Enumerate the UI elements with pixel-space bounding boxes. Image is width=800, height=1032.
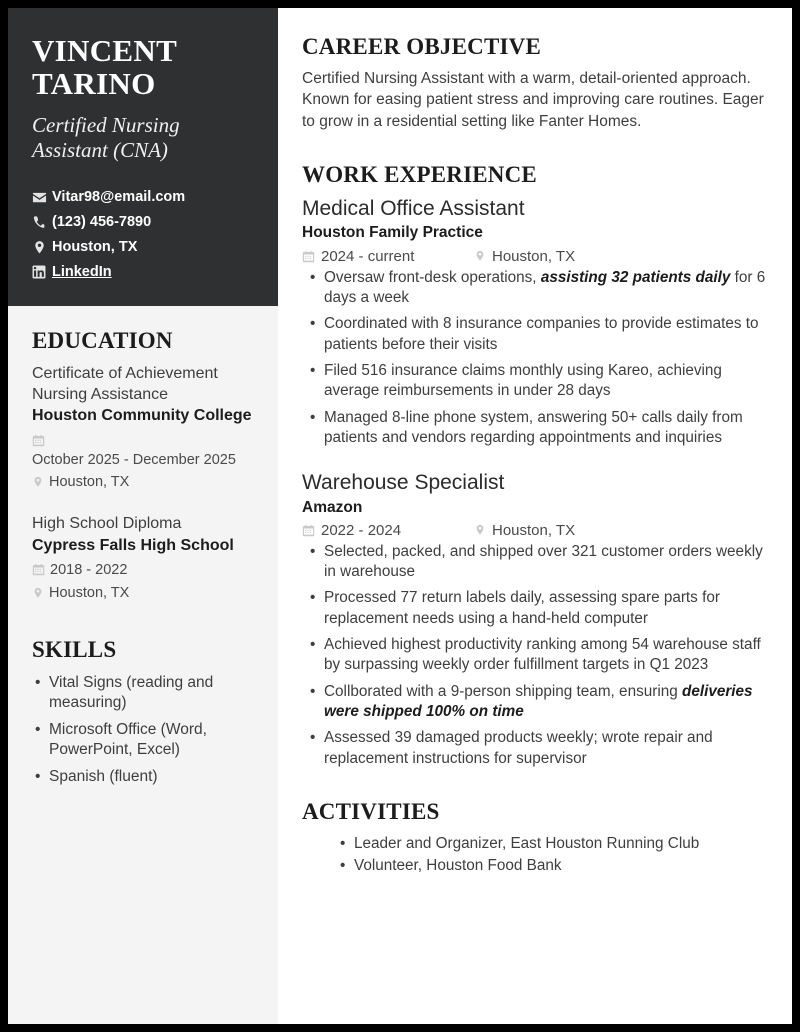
bullet-text-post: for 6 days a week [324, 268, 766, 306]
bullet-text-pre: Processed 77 return labels daily, assessing spare parts for replacement needs using a hand-held computer [324, 589, 720, 627]
list-item [324, 268, 768, 309]
bullet-text-strong: assisting 32 patients daily [540, 268, 731, 286]
contact-phone-text: (123) 456-7890 [52, 214, 152, 231]
list-item [324, 408, 768, 449]
resume-page [8, 8, 792, 1024]
job-meta [302, 248, 768, 265]
job-dates-col [302, 248, 474, 265]
sidebar-body [8, 306, 278, 1024]
job-title: Warehouse Specialist [302, 471, 505, 495]
phone-icon [32, 215, 52, 230]
education-field: Nursing Assistance [32, 385, 169, 403]
bullet-text-pre: Coordinated with 8 insurance companies to provide estimates to patients before their visits [324, 315, 759, 353]
education-school: Houston Community College [32, 407, 252, 425]
main-column [278, 8, 792, 1024]
job-employer: Amazon [302, 498, 363, 516]
list-item [324, 361, 768, 402]
education-location-row [32, 473, 254, 492]
list-item [324, 635, 768, 676]
education-location-row [32, 584, 254, 603]
map-pin-icon [32, 476, 44, 488]
education-entry [32, 364, 254, 492]
list-item: • Spanish (fluent) [49, 767, 254, 787]
calendar-icon [32, 434, 45, 447]
map-pin-icon [474, 250, 486, 262]
activities-heading: ACTIVITIES [302, 799, 440, 825]
list-item [324, 542, 768, 583]
envelope-icon [32, 190, 52, 205]
job-meta [302, 522, 768, 539]
sidebar [8, 8, 278, 1024]
education-dates-row [32, 561, 254, 580]
bullet-text-pre: Selected, packed, and shipped over 321 customer orders weekly in warehouse [324, 542, 763, 580]
education-location: Houston, TX [49, 474, 130, 491]
career-objective-heading: CAREER OBJECTIVE [302, 34, 541, 59]
contact-list [32, 189, 254, 280]
contact-item-phone[interactable] [32, 214, 254, 230]
education-school: Cypress Falls High School [32, 536, 234, 554]
contact-item-location [32, 239, 254, 255]
calendar-icon [302, 250, 315, 263]
job-bullets [302, 542, 768, 769]
education-entry [32, 514, 254, 603]
job-entry [302, 470, 768, 769]
skills-list [32, 673, 254, 788]
education-heading: EDUCATION [32, 328, 173, 354]
bullet-text-pre: Assessed 39 damaged products weekly; wrote repair and replacement instructions for supervisor [324, 729, 713, 767]
sidebar-header [8, 8, 278, 306]
job-location: Houston, TX [492, 247, 576, 265]
job-location-col [474, 522, 575, 539]
work-experience-heading: WORK EXPERIENCE [302, 162, 537, 188]
job-dates-col [302, 522, 474, 539]
calendar-icon [32, 563, 45, 576]
bullet-text-pre: Managed 8-line phone system, answering 50+ calls daily from patients and vendors regarding appointments and inquiries [324, 408, 743, 446]
activities-list [302, 833, 768, 877]
education-degree: Certificate of Achievement [32, 365, 218, 383]
contact-item-email[interactable] [32, 189, 254, 205]
education-degree: High School Diploma [32, 515, 182, 533]
job-location-col [474, 248, 575, 265]
bullet-text-pre: Achieved highest productivity ranking among 54 warehouse staff by surpassing weekly order fulfillment targets in Q1 2023 [324, 636, 761, 674]
bullet-text-pre: Oversaw front-desk operations, [324, 268, 541, 286]
list-item: • Leader and Organizer, East Houston Running Club [354, 833, 768, 855]
list-item: • Volunteer, Houston Food Bank [354, 855, 768, 877]
bullet-text-strong: deliveries were shipped 100% on time [324, 682, 753, 721]
job-entry [302, 196, 768, 448]
map-pin-icon [474, 524, 486, 536]
job-dates: 2024 - current [321, 247, 415, 265]
list-item [324, 682, 768, 723]
bullet-text-pre: Filed 516 insurance claims monthly using Kareo, achieving average reimbursements in under 28 days [324, 361, 722, 400]
skills-heading: SKILLS [32, 636, 117, 662]
job-employer: Houston Family Practice [302, 224, 483, 242]
education-dates: October 2025 - December 2025 [32, 451, 236, 468]
job-dates: 2022 - 2024 [321, 521, 402, 539]
contact-item-linkedin[interactable] [32, 264, 254, 280]
list-item: • Microsoft Office (Word, PowerPoint, Excel) [49, 720, 254, 760]
career-objective-text: Certified Nursing Assistant with a warm, detail-oriented approach. Known for easing patient stress and improving care routines. Eager to grow in a residential setting like Fanter Homes. [302, 70, 764, 130]
education-dates: 2018 - 2022 [50, 562, 128, 579]
list-item [324, 314, 768, 355]
contact-linkedin-text: LinkedIn [52, 264, 112, 281]
list-item [324, 728, 768, 769]
map-pin-icon [32, 240, 52, 255]
job-title: Medical Office Assistant [302, 197, 525, 221]
list-item: • Vital Signs (reading and measuring) [49, 673, 254, 713]
job-bullets [302, 268, 768, 449]
candidate-name: VINCENT TARINO [32, 33, 177, 102]
list-item [324, 588, 768, 629]
contact-email-text: Vitar98@email.com [52, 189, 186, 206]
bullet-text-pre: Collborated with a 9-person shipping team, ensuring [324, 682, 682, 700]
education-location: Houston, TX [49, 585, 130, 602]
education-dates-row [32, 432, 254, 451]
linkedin-icon [32, 265, 52, 279]
candidate-title: Certified Nursing Assistant (CNA) [32, 112, 180, 163]
job-location: Houston, TX [492, 521, 576, 539]
calendar-icon [302, 524, 315, 537]
map-pin-icon [32, 587, 44, 599]
contact-location-text: Houston, TX [52, 239, 138, 256]
